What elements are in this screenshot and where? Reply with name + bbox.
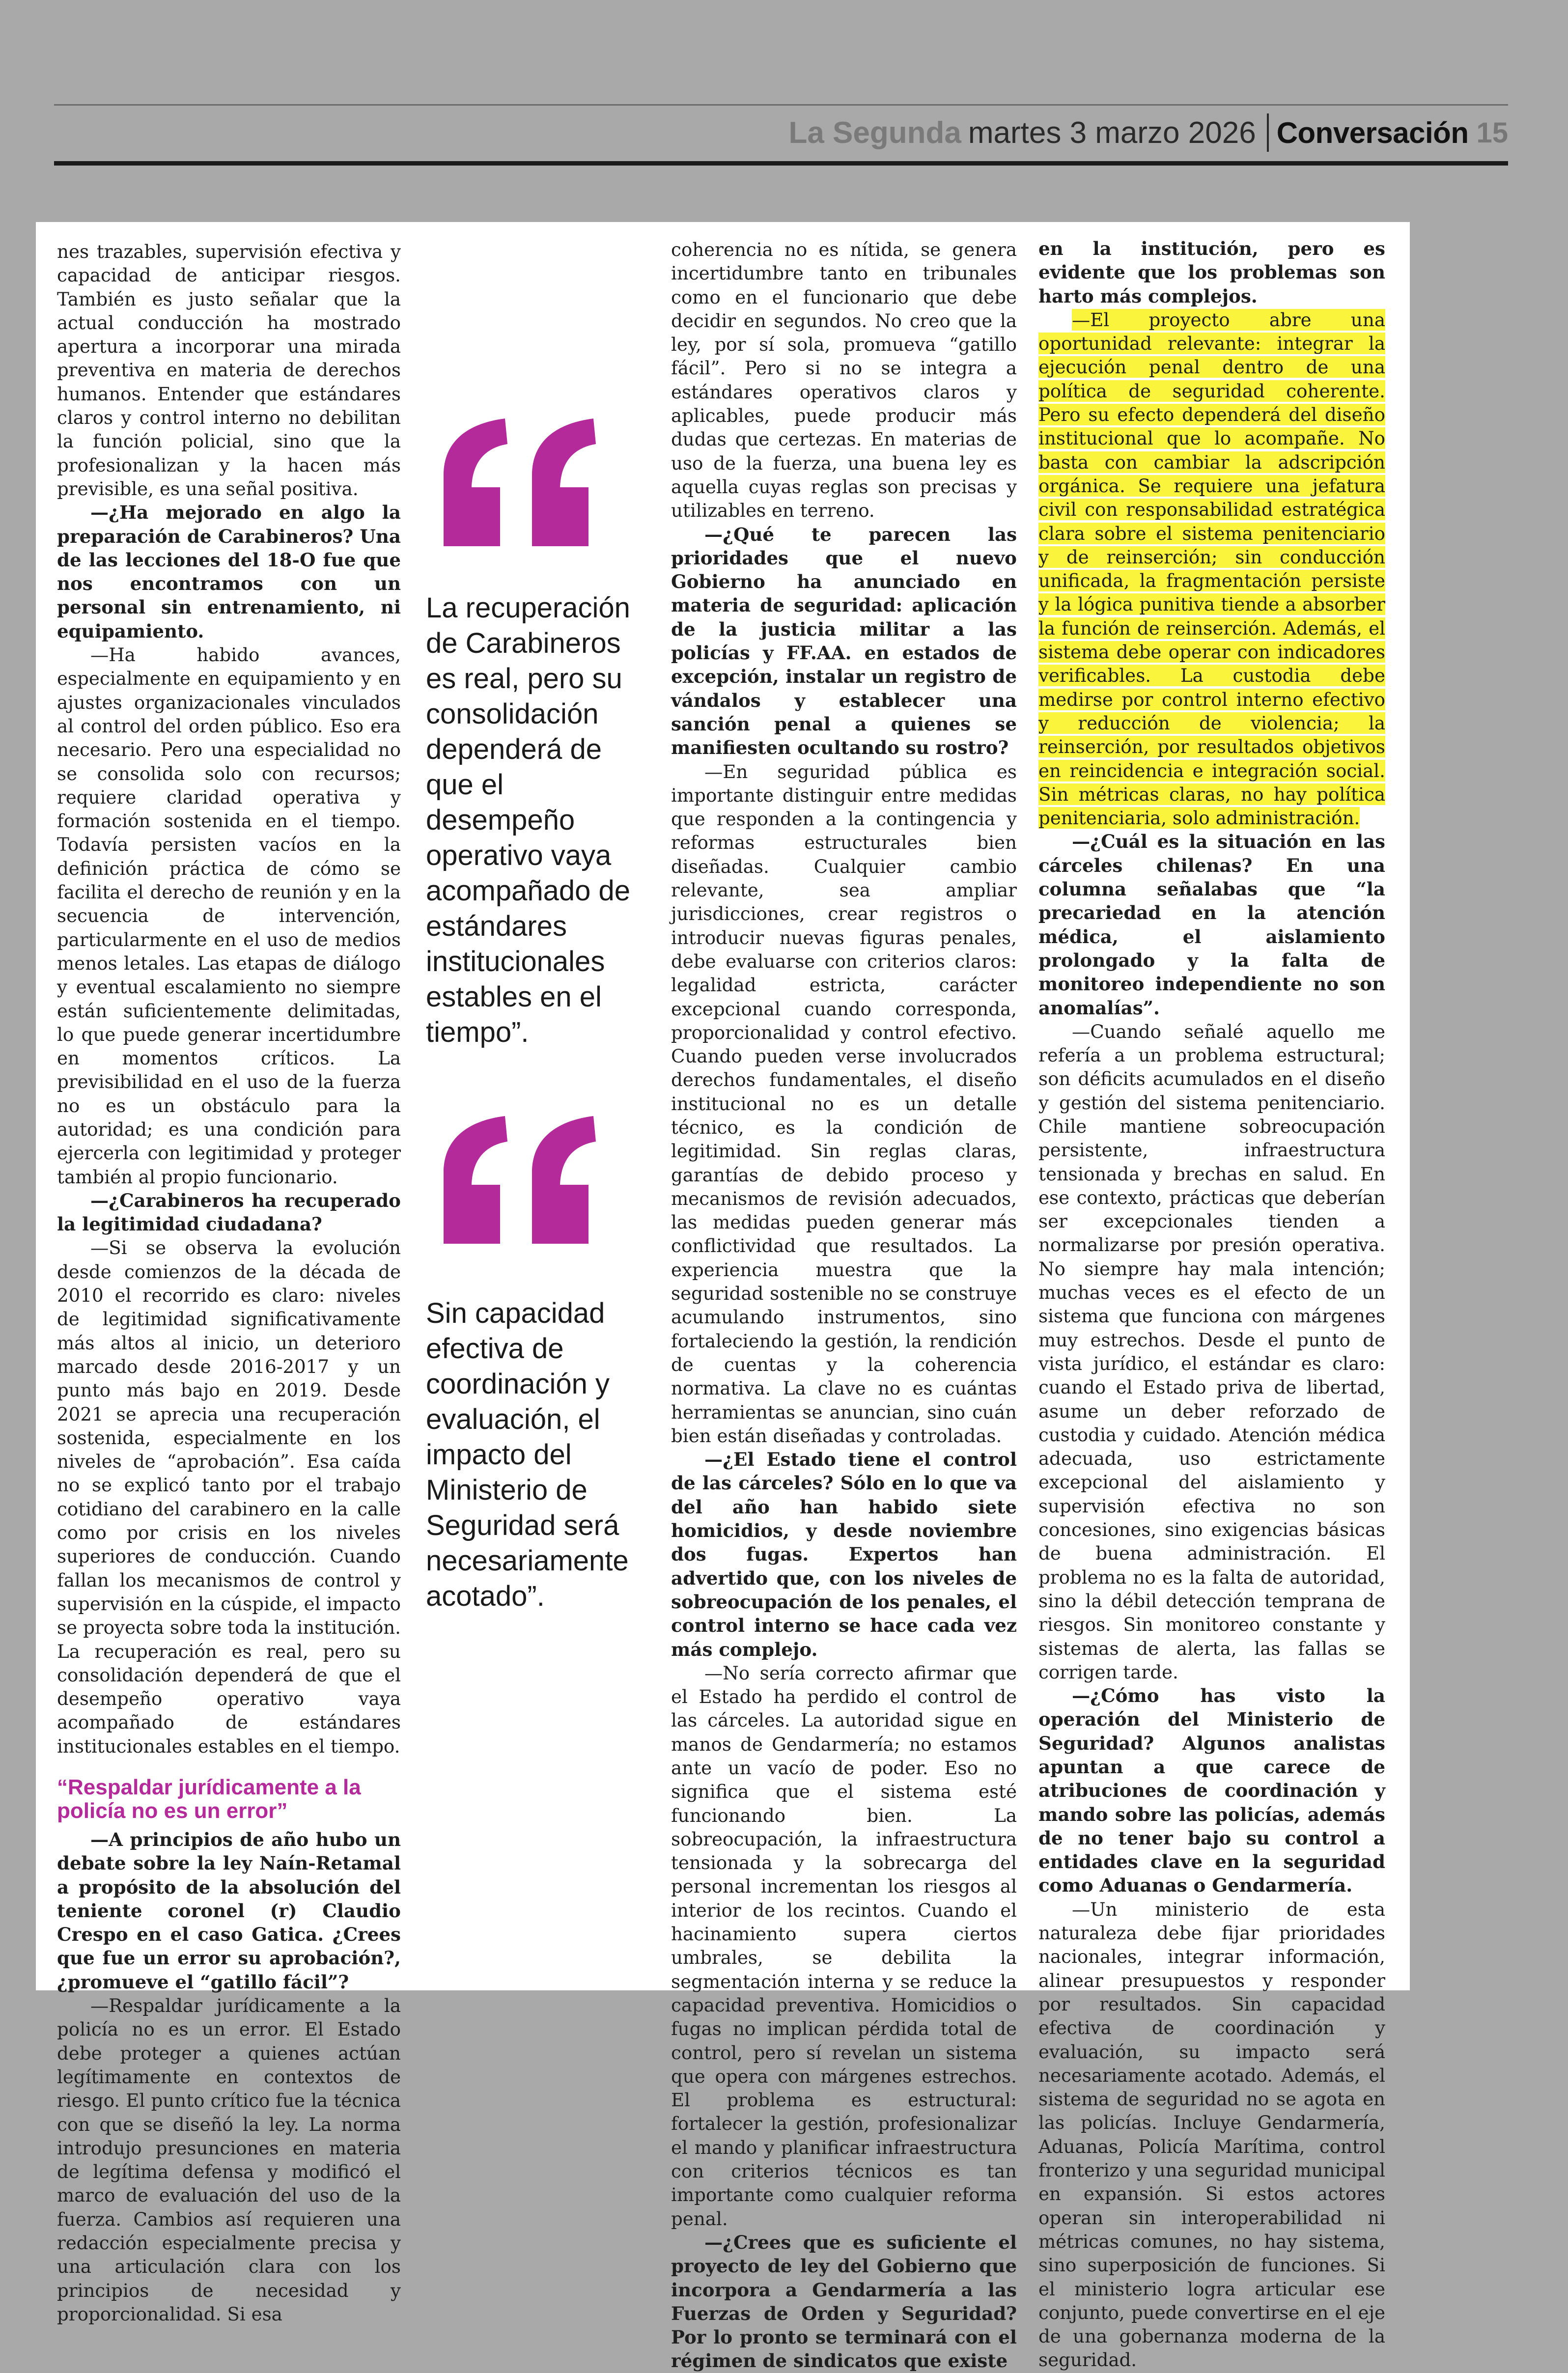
section-name: Conversación bbox=[1276, 116, 1469, 149]
masthead-bottom-rule bbox=[54, 161, 1508, 166]
newspaper-name: La Segunda bbox=[788, 115, 961, 150]
interview-answer: —Respaldar jurídicamente a la policía no es un error. El Estado debe proteger a quienes actúan legítimamente en contextos de riesgo. El punto crítico fue la técnica con que se diseñó la ley. La norma introdujo presunciones en materia de legítima defensa y modificó el marco de evaluación del uso de la fuerza. Cambios así requieren una redacción especialmente precisa y una articulación clara con los principios de necesidad y proporcionalidad. Si esa bbox=[57, 1995, 401, 2325]
interview-question: —A principios de año hubo un debate sobre la ley Naín-Retamal a propósito de la absolución del teniente coronel (r) Claudio Crespo en el caso Gatica. ¿Crees que fue un error su aprobación?, ¿promueve el “gatillo fácil”? bbox=[57, 1829, 401, 1993]
masthead-top-rule bbox=[54, 104, 1508, 106]
interview-question: —¿Carabineros ha recuperado la legitimidad ciudadana? bbox=[57, 1189, 401, 1235]
interview-answer: —Cuando señalé aquello me refería a un problema estructural; son déficits acumulados en el diseño y gestión del sistema penitenciario. Chile mantiene sobreocupación persistente, infraestructura tensionada y brechas en salud. En ese contexto, prácticas que deberían ser excepcionales tienden a normalizarse por presión operativa. No siempre hay mala intención; muchas veces es el efecto de un sistema que funciona con márgenes muy estrechos. Desde el punto de vista jurídico, el estándar es claro: cuando el Estado priva de libertad, asume un deber reforzado de custodia y cuidado. Atención médica adecuada, uso estrictamente excepcional del aislamiento y supervisión efectiva no son concesiones, sino exigencias básicas de buena administración. El problema no es la falta de autoridad, sino la débil detección temprana de riesgos. Sin monitoreo constante y sistemas de alerta, las fallas se corrigen tarde. bbox=[1038, 1020, 1385, 1683]
issue-date: martes 3 marzo 2026 bbox=[968, 115, 1256, 150]
interview-answer: —Si se observa la evolución desde comienzos de la década de 2010 el recorrido es claro: niveles de legitimidad significativamente más altos al inicio, un deterioro marcado desde 2016-2017 y un punto más bajo en 2019. Desde 2021 se aprecia una recuperación sostenida, especialmente en los niveles de “aprobación”. Esa caída no se explicó tanto por el trabajo cotidiano del carabinero en la calle como por crisis en los niveles superiores de conducción. Cuando fallan los mecanismos de control y supervisión en la cúspide, el impacto se proyecta sobre toda la institución. La recuperación es real, pero su consolidación dependerá de que el desempeño operativo vaya acompañado de estándares institucionales estables en el tiempo. bbox=[57, 1237, 401, 1757]
open-quote-icon bbox=[421, 1111, 608, 1258]
interview-question: —¿Qué te parecen las prioridades que el nuevo Gobierno ha anunciado en materia de seguridad: aplicación de la justicia militar a las policías y FF.AA. en estados de excepción, instalar un registro de vándalos y establecer una sanción penal a quienes se manifiesten ocultando su rostro? bbox=[671, 523, 1017, 759]
highlighted-text: —El proyecto abre una oportunidad relevante: integrar la ejecución penal dentro de una política de seguridad coherente. Pero su efecto dependerá del diseño institucional que lo acompañe. No basta con cambiar la adscripción orgánica. Se requiere una jefatura civil con responsabilidad estratégica clara sobre el sistema penitenciario y de reinserción; sin conducción unificada, la fragmentación persiste y la lógica punitiva tiende a absorber la función de reinserción. Además, el sistema debe operar con indicadores verificables. La custodia debe medirse por control interno efectivo y reducción de violencia; la reinserción, por resultados objetivos en reincidencia e integración social. Sin métricas claras, no hay política penitenciaria, solo administración. bbox=[1038, 308, 1385, 829]
masthead bbox=[788, 108, 1508, 157]
interview-answer: —Ha habido avances, especialmente en equipamiento y en ajustes organizacionales vinculados al control del orden público. Eso era necesario. Pero una especialidad no se consolida solo con recursos; requiere claridad operativa y formación sostenida en el tiempo. Todavía persisten vacíos en la definición práctica de cómo se facilita el derecho de reunión y en la secuencia de intervención, particularmente en el uso de medios menos letales. Las etapas de diálogo y eventual escalamiento no siempre están suficientemente delimitadas, lo que puede generar incertidumbre en momentos críticos. La previsibilidad en el uso de la fuerza no es un obstáculo para la autoridad; es una condición para ejercerla con legitimidad y proteger también al propio funcionario. bbox=[57, 644, 401, 1188]
article-column-3 bbox=[671, 238, 1017, 2373]
paragraph: nes trazables, supervisión efectiva y capacidad de anticipar riesgos. También es justo señalar que la actual conducción ha mostrado apertura a incorporar una mirada preventiva en materia de derechos humanos. Entender que estándares claros y control interno no debilitan la función policial, sino que la profesionalizan y la hacen más previsible, es una señal positiva. bbox=[57, 241, 401, 500]
interview-question: —¿Ha mejorado en algo la preparación de Carabineros? Una de las lecciones del 18-O fue que nos encontramos con un personal sin entrenamiento, ni equipamiento. bbox=[57, 502, 401, 642]
interview-question: —¿El Estado tiene el control de las cárceles? Sólo en lo que va del año han habido siete homicidios, y desde noviembre dos fugas. Expertos han advertido que, con los niveles de sobreocupación de los penales, el control interno se hace cada vez más complejo. bbox=[671, 1449, 1017, 1660]
interview-question: en la institución, pero es evidente que los problemas son harto más complejos. bbox=[1038, 238, 1385, 307]
interview-question: —¿Cómo has visto la operación del Ministerio de Seguridad? Algunos analistas apuntan a que carece de atribuciones de coordinación y mando sobre las policías, además de no tener bajo su control a entidades clave en la seguridad como Aduanas o Gendarmería. bbox=[1038, 1685, 1385, 1897]
highlighted-answer bbox=[1038, 308, 1385, 830]
interview-answer: —En seguridad pública es importante distinguir entre medidas que responden a la contingencia y reformas estructurales bien diseñadas. Cualquier cambio relevante, sea ampliar jurisdicciones, crear registros o introducir nuevas figuras penales, debe evaluarse con criterios claros: legalidad estricta, carácter excepcional cuando corresponda, proporcionalidad y control efectivo. Cuando pueden verse involucrados derechos fundamentales, el diseño institucional no es un detalle técnico, es la condición de legitimidad. Sin reglas claras, garantías de debido proceso y mecanismos de revisión adecuados, las medidas pueden generar más conflictividad que resultados. La experiencia muestra que la seguridad sostenible no se construye acumulando instrumentos, sino fortaleciendo la gestión, la rendición de cuentas y la coherencia normativa. La clave no es cuántas herramientas se anuncian, sino cuán bien están diseñadas y controladas. bbox=[671, 760, 1017, 1447]
masthead-divider bbox=[1267, 113, 1269, 152]
article-column-1 bbox=[57, 240, 401, 2326]
interview-answer: —No sería correcto afirmar que el Estado ha perdido el control de las cárceles. La autoridad sigue en manos de Gendarmería; no estamos ante un vacío de poder. Eso no significa que el sistema esté funcionando bien. La sobreocupación, la infraestructura tensionada y la sobrecarga del personal incrementan los riesgos al interior de los recintos. Cuando el hacinamiento supera ciertos umbrales, se debilita la segmentación interna y se reduce la capacidad preventiva. Homicidios o fugas no implican pérdida total de control, pero sí revelan un sistema que opera con márgenes estrechos. El problema es estructural: fortalecer la gestión, profesionalizar el mando y planificar infraestructura con criterios técnicos es tan importante como cualquier reforma penal. bbox=[671, 1662, 1017, 2230]
article-column-4 bbox=[1038, 237, 1385, 2372]
pull-quote: La recuperación de Carabineros es real, pero su consolidación dependerá de que el desempeño operativo vaya acompañado de estándares institucionales estables en el tiempo”. bbox=[426, 592, 630, 1048]
pull-quote: Sin capacidad efectiva de coordinación y evaluación, el impacto del Ministerio de Seguridad será necesariamente acotado”. bbox=[426, 1297, 629, 1612]
interview-question: —¿Cuál es la situación en las cárceles chilenas? En una columna señalabas que “la precariedad en la atención médica, el aislamiento prolongado y la falta de monitoreo independiente no son anomalías”. bbox=[1038, 831, 1385, 1019]
interview-question: —¿Crees que es suficiente el proyecto de ley del Gobierno que incorpora a Gendarmería a las Fuerzas de Orden y Seguridad? Por lo pronto se terminará con el régimen de sindicatos que existe bbox=[671, 2231, 1017, 2372]
open-quote-icon bbox=[421, 414, 608, 561]
page-number: 15 bbox=[1476, 116, 1508, 149]
paragraph: coherencia no es nítida, se genera incertidumbre tanto en tribunales como en el funcionario que debe decidir en segundos. No creo que la ley, por sí sola, promueva “gatillo fácil”. Pero si no se integra a estándares operativos claros y aplicables, puede producir más dudas que certezas. En materias de uso de la fuerza, una buena ley es aquella cuyas reglas son precisas y utilizables en terreno. bbox=[671, 239, 1017, 522]
section-subheading: “Respaldar jurídicamente a la policía no es un error” bbox=[57, 1775, 361, 1823]
interview-answer: —Un ministerio de esta naturaleza debe fijar prioridades nacionales, integrar información, alinear presupuestos y responder por resultados. Sin capacidad efectiva de coordinación y evaluación, su impacto será necesariamente acotado. Además, el sistema de seguridad no se agota en las policías. Incluye Gendarmería, Aduanas, Policía Marítima, control fronterizo y una seguridad municipal en expansión. Si estos actores operan sin interoperabilidad ni métricas comunes, no hay sistema, sino superposición de funciones. Si el ministerio logra articular ese conjunto, puede convertirse en el eje de una gobernanza moderna de la seguridad. bbox=[1038, 1898, 1385, 2371]
